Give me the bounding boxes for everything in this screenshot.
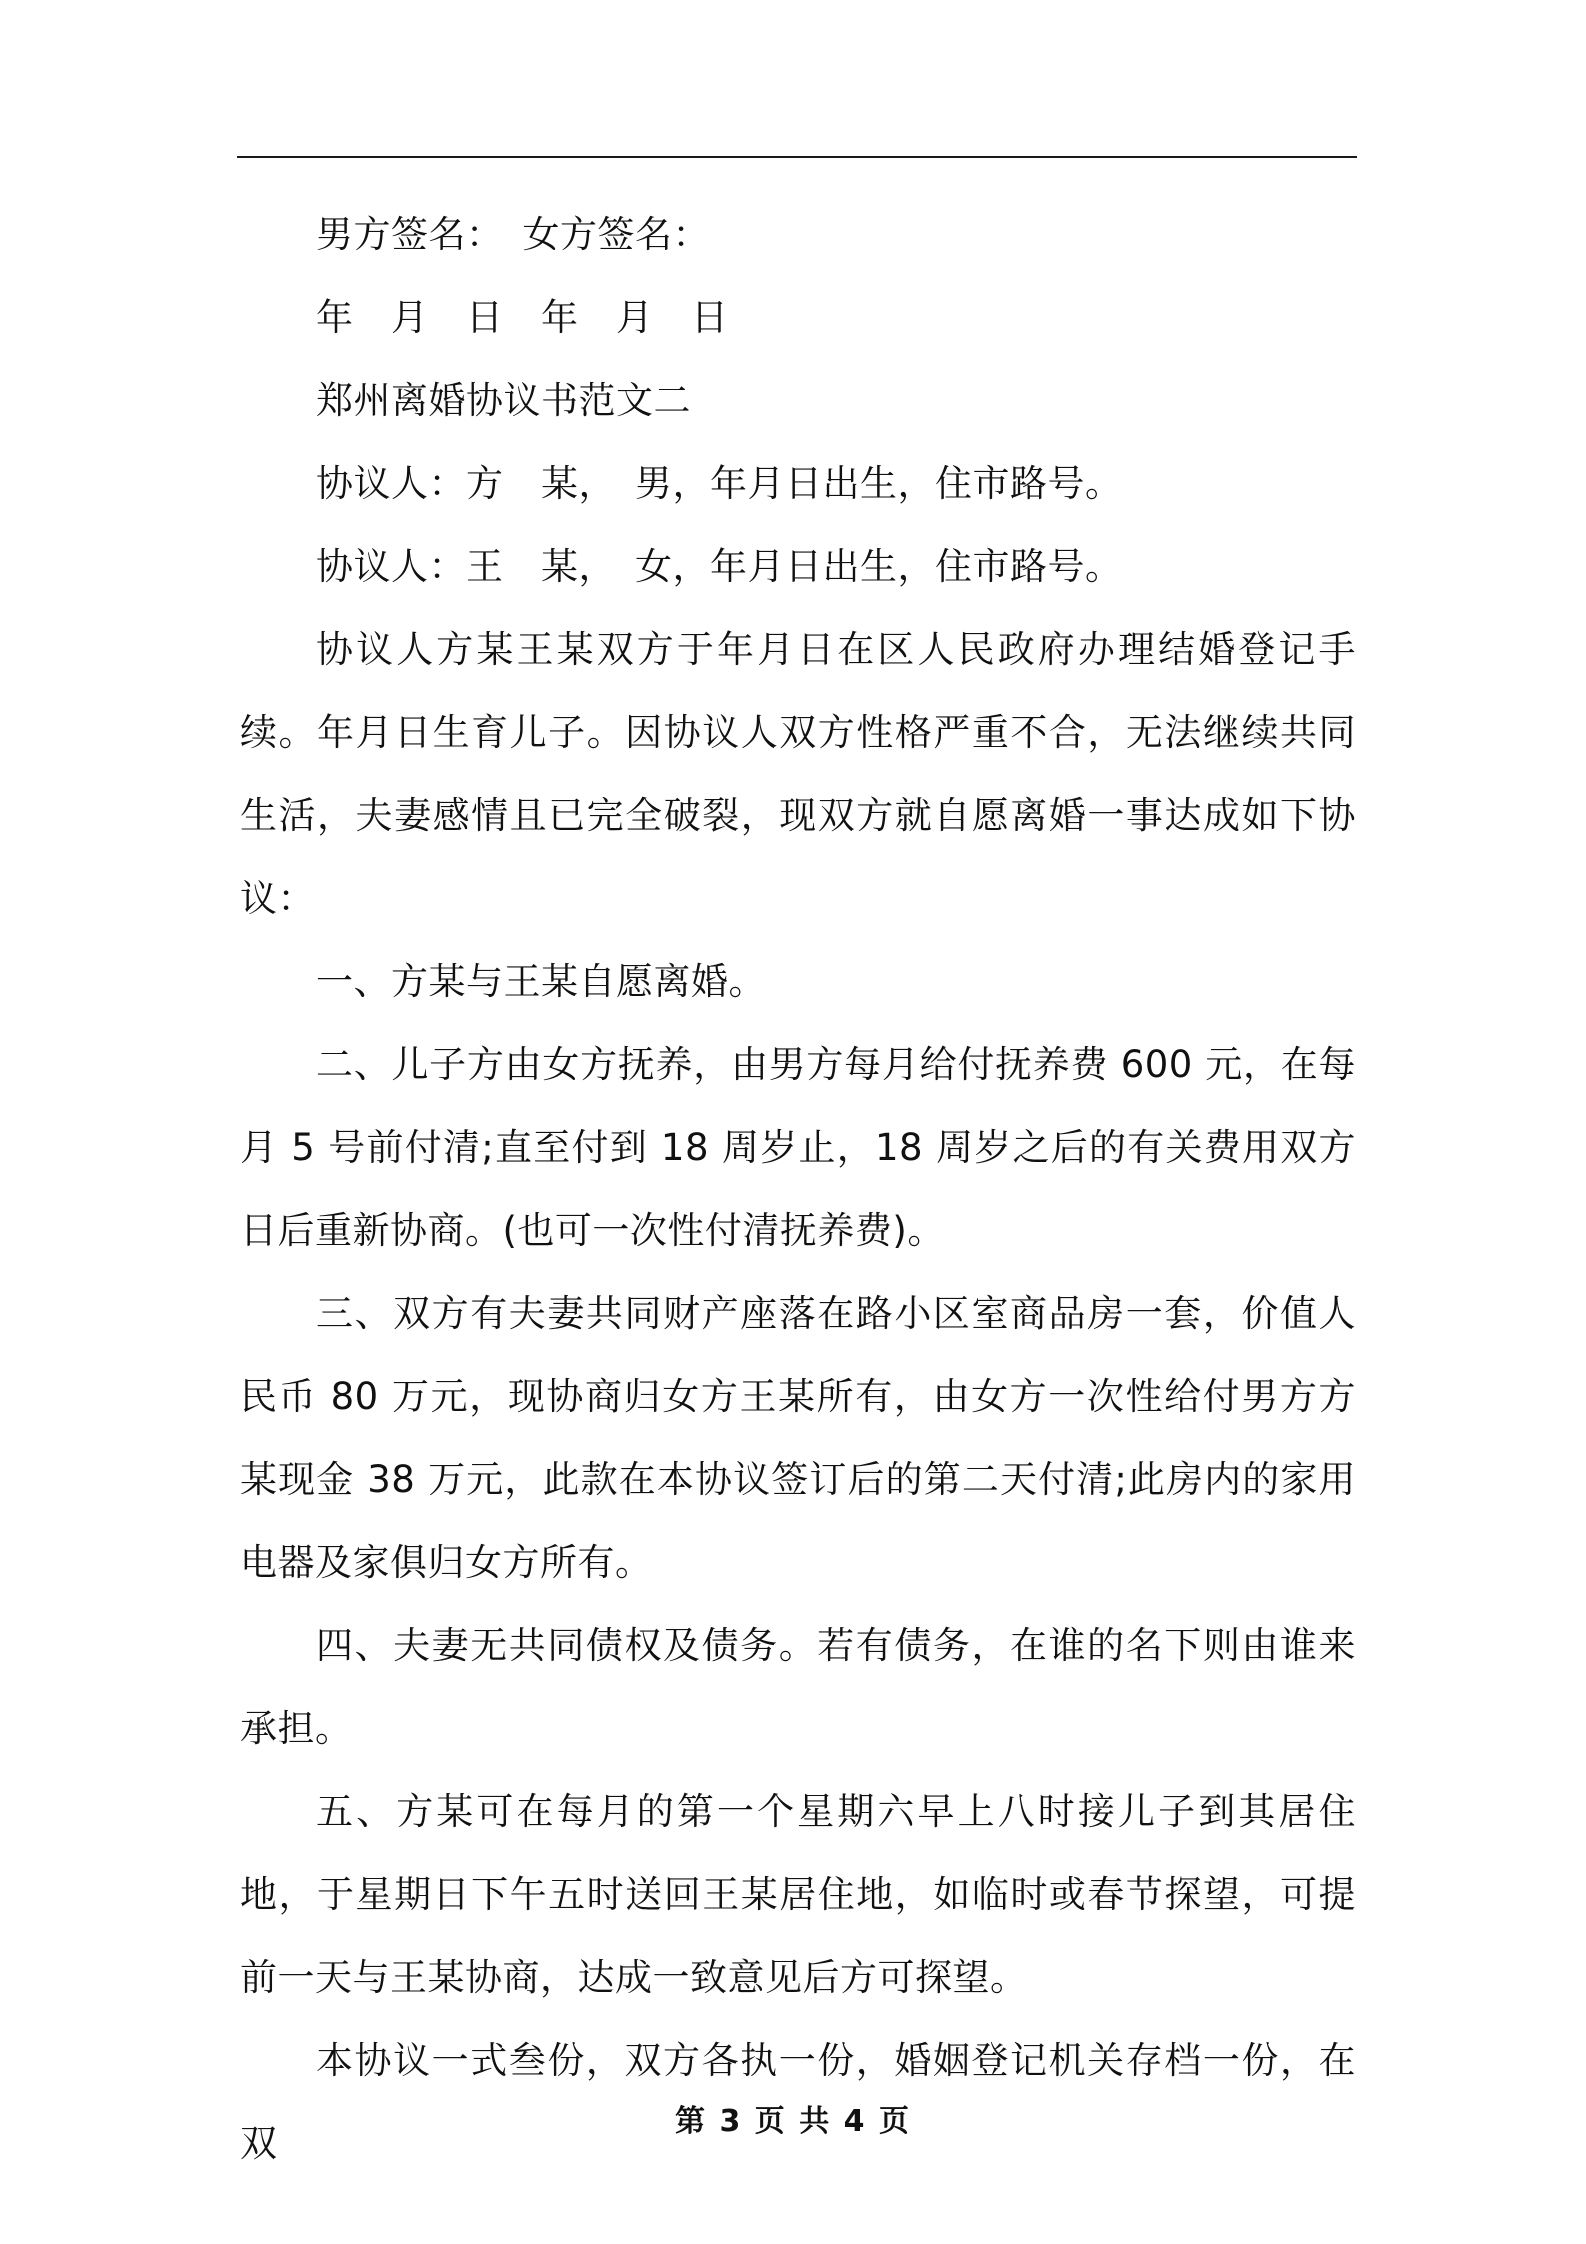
clause-1: 一、方某与王某自愿离婚。 — [316, 960, 766, 1003]
page-number: 第 3 页 共 4 页 — [675, 2104, 911, 2139]
party-wife: 协议人：王 某， 女，年月日出生，住市路号。 — [316, 545, 1123, 588]
clause-5: 五、方某可在每月的第一个星期六早上八时接儿子到其居住地，于星期日下午五时送回王某居住地，如临时或春节探望，可提前一天与王某协商，达成一致意见后方可探望。 — [240, 1790, 1356, 1999]
party-husband: 协议人：方 某， 男，年月日出生，住市路号。 — [316, 462, 1123, 505]
section-title: 郑州离婚协议书范文二 — [316, 379, 691, 422]
signature-line: 男方签名： 女方签名： — [316, 213, 710, 256]
clause-2: 二、儿子方由女方抚养，由男方每月给付抚养费 600 元，在每月 5 号前付清;直至付到 18 周岁止，18 周岁之后的有关费用双方日后重新协商。(也可一次性付清抚养费)。 — [240, 1043, 1356, 1252]
document-body — [240, 193, 1356, 2185]
closing-paragraph: 本协议一式叁份，双方各执一份，婚姻登记机关存档一份，在双 — [240, 2039, 1356, 2165]
preamble-paragraph: 协议人方某王某双方于年月日在区人民政府办理结婚登记手续。年月日生育儿子。因协议人双方性格严重不合，无法继续共同生活，夫妻感情且已完全破裂，现双方就自愿离婚一事达成如下协议： — [240, 628, 1356, 920]
clause-4: 四、夫妻无共同债权及债务。若有债务，在谁的名下则由谁来承担。 — [240, 1624, 1356, 1750]
date-line: 年 月 日 年 月 日 — [316, 296, 729, 339]
header-divider — [237, 156, 1357, 158]
clause-3: 三、双方有夫妻共同财产座落在路小区室商品房一套，价值人民币 80 万元，现协商归女方王某所有，由女方一次性给付男方方某现金 38 万元，此款在本协议签订后的第二天付清;此房内的家用电器及家俱归女方所有。 — [240, 1292, 1356, 1584]
